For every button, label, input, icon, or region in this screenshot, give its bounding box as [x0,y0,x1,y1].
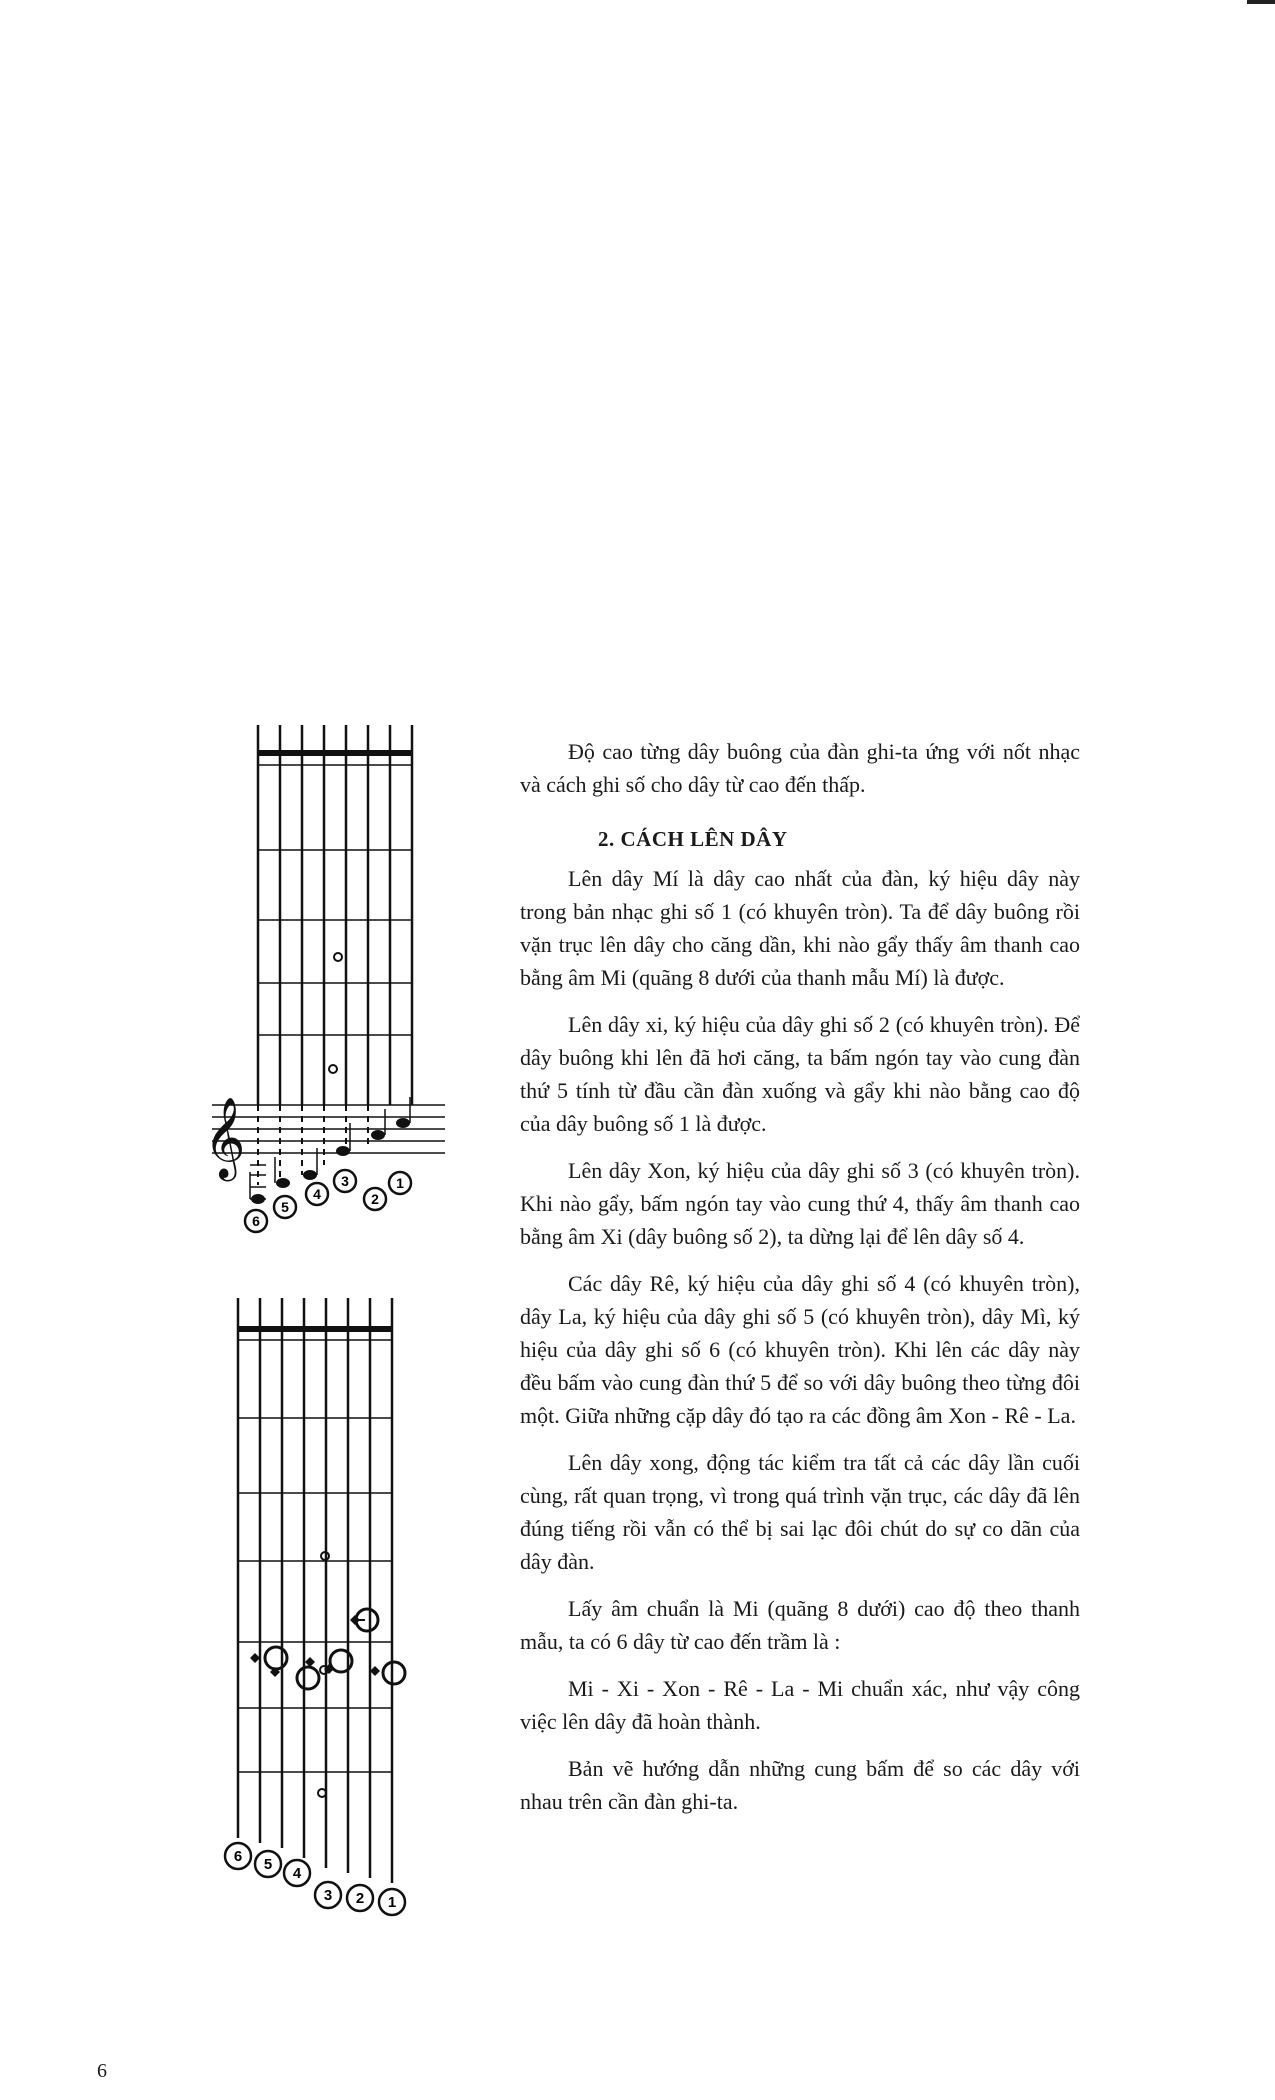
paragraph: Các dây Rê, ký hiệu của dây ghi số 4 (có khuyên tròn), dây La, ký hiệu của dây ghi số 5 (có khuyên tròn), dây Mì, ký hiệu của dây ghi số 6 (có khuyên tròn). Khi lên các dây này đều bấm vào cung đàn thứ 5 để so với dây buông theo từng đôi một. Giữa những cặp dây đó tạo ra các đồng âm Xon - Rê - La. [520,1271,1080,1428]
intro-paragraph: Độ cao từng dây buông của đàn ghi-ta ứng với nốt nhạc và cách ghi số cho dây từ cao đến thấp. [520,739,1080,797]
svg-text:6: 6 [233,1848,243,1865]
string-number-6 [245,1210,267,1232]
svg-text:3: 3 [341,1173,349,1189]
fret-positions [265,1609,405,1689]
string-number-2 [347,1885,373,1911]
fretboard-strings [258,725,412,1105]
paragraph: Bản vẽ hướng dẫn những cung bấm để so các dây với nhau trên cần đàn ghi-ta. [520,1756,1080,1814]
svg-text:1: 1 [396,1175,404,1191]
nut [258,750,412,756]
paragraph: Lấy âm chuẩn là Mi (quãng 8 dưới) cao độ theo thanh mẫu, ta có 6 dây từ cao đến trầm là : [520,1596,1080,1654]
string-number-6 [225,1843,251,1869]
section-heading: 2. CÁCH LÊN DÂY [598,827,788,851]
svg-text:4: 4 [292,1865,302,1882]
corner-mark [1247,0,1275,4]
svg-text:3: 3 [323,1887,333,1904]
text-column [520,735,1080,1832]
string-number-2 [364,1188,386,1210]
svg-text:1: 1 [387,1894,397,1911]
string-number-4 [284,1860,310,1886]
paragraph: Lên dây Mí là dây cao nhất của đàn, ký hiệu dây này trong bản nhạc ghi số 1 (có khuyên tròn). Ta để dây buông rồi vặn trục lên dây cho căng dần, khi nào gẩy thấy âm thanh cao bằng âm Mi (quãng 8 dưới của thanh mẫu Mí) là được. [520,866,1080,990]
svg-text:6: 6 [252,1213,260,1229]
open-strings-diagram [200,725,460,1245]
string-number-4 [306,1183,328,1205]
svg-text:4: 4 [313,1186,321,1202]
string-number-1 [389,1172,411,1194]
treble-clef-icon: 𝄞 [204,1096,246,1178]
fret-marker-dot [329,1065,337,1073]
string-number-3 [334,1170,356,1192]
paragraph: Lên dây xong, động tác kiểm tra tất cả các dây lần cuối cùng, rất quan trọng, vì trong quá trình vặn trục, các dây đã lên đúng tiếng rồi vẫn có thể bị sai lạc đôi chút do sự co dãn của dây đàn. [520,1450,1080,1574]
paragraph: Lên dây xi, ký hiệu của dây ghi số 2 (có khuyên tròn). Để dây buông khi lên đã hơi căng, ta bấm ngón tay vào cung đàn thứ 5 tính từ đầu cần đàn xuống và gẩy khi nào bằng cao độ của dây buông số 1 là được. [520,1012,1080,1136]
svg-text:5: 5 [263,1856,273,1873]
string-number-5 [255,1851,281,1877]
page-number: 6 [97,2060,107,2082]
svg-text:5: 5 [281,1199,289,1215]
paragraph: Lên dây Xon, ký hiệu của dây ghi số 3 (có khuyên tròn). Khi nào gẩy, bấm ngón tay vào cung thứ 4, thấy âm thanh cao bằng âm Xi (dây buông số 2), ta dừng lại để lên dây số 4. [520,1158,1080,1249]
nut [238,1326,392,1332]
fretboard-strings [238,1298,392,1883]
string-number-3 [315,1882,341,1908]
fret-marker-dot [334,953,342,961]
string-number-5 [274,1196,296,1218]
tuning-fret-diagram [220,1298,430,1938]
staff-notes [250,1097,410,1204]
svg-text:2: 2 [371,1191,379,1207]
svg-text:2: 2 [355,1890,365,1907]
string-number-1 [379,1889,405,1915]
paragraph: Mi - Xi - Xon - Rê - La - Mi chuẩn xác, như vậy công việc lên dây đã hoàn thành. [520,1676,1080,1734]
